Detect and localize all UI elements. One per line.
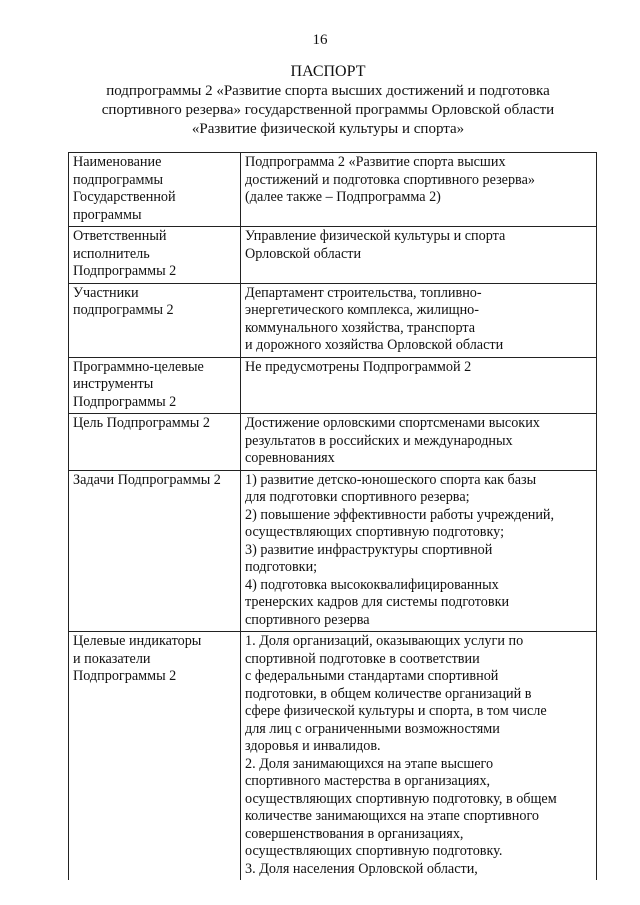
row-value-line: Достижение орловскими спортсменами высоких xyxy=(245,415,540,431)
row-label-line: Наименование xyxy=(73,154,162,170)
table-row xyxy=(69,470,597,632)
row-label-cell xyxy=(69,227,241,284)
row-label-line: Задачи Подпрограммы 2 xyxy=(73,471,221,488)
row-label-line: Ответственный xyxy=(73,228,167,244)
row-label-line: исполнитель xyxy=(73,245,150,262)
row-label-cell xyxy=(69,632,241,881)
row-label-line: и показатели xyxy=(73,650,151,667)
row-value-cell xyxy=(241,283,597,357)
row-value-line: энергетического комплекса, жилищно- xyxy=(245,302,479,318)
row-label-line: Подпрограммы 2 xyxy=(73,263,177,279)
table-row xyxy=(69,414,597,471)
row-value-line: Подпрограмма 2 «Развитие спорта высших xyxy=(245,154,506,170)
table-row xyxy=(69,227,597,284)
passport-table xyxy=(68,152,597,880)
row-value-line: 2. Доля занимающихся на этапе высшего xyxy=(245,755,494,772)
row-value-line: сфере физической культуры и спорта, в том числе xyxy=(245,703,547,719)
row-value-line: тренерских кадров для системы подготовки xyxy=(245,594,510,610)
row-label-line: подпрограммы xyxy=(73,171,163,188)
row-label-line: Подпрограммы 2 xyxy=(73,668,177,684)
row-label-cell xyxy=(69,357,241,414)
row-value-line: с федеральными стандартами спортивной xyxy=(245,668,499,684)
row-value-line: Департамент строительства, топливно- xyxy=(245,284,482,301)
row-label-line: Участники xyxy=(73,284,139,301)
row-value-line: осуществляющих спортивную подготовку. xyxy=(245,843,503,859)
row-value-line: подготовки, в общем количестве организаций в xyxy=(245,685,532,702)
row-value-line: спортивного резерва xyxy=(245,611,370,628)
row-value-line: осуществляющих спортивную подготовку; xyxy=(245,524,505,540)
row-value-line: количестве занимающихся на этапе спортивного xyxy=(245,808,540,824)
row-label-line: Целевые индикаторы xyxy=(73,633,202,649)
row-label-cell xyxy=(69,283,241,357)
row-value-line: спортивной подготовке в соответствии xyxy=(245,650,480,667)
row-label-line: инструменты xyxy=(73,376,154,392)
row-value-line: Управление физической культуры и спорта xyxy=(245,228,506,244)
row-label-line: Государственной xyxy=(73,189,176,205)
row-value-cell xyxy=(241,153,597,227)
row-label-cell xyxy=(69,470,241,632)
table-row xyxy=(69,283,597,357)
row-label-line: Подпрограммы 2 xyxy=(73,393,177,410)
heading-line-3: «Развитие физической культуры и спорта» xyxy=(191,121,465,137)
table-row xyxy=(69,632,597,881)
row-value-cell xyxy=(241,632,597,881)
table-row xyxy=(69,357,597,414)
row-value-line: совершенствования в организациях, xyxy=(245,825,464,842)
row-label-cell xyxy=(69,153,241,227)
table-row xyxy=(69,153,597,227)
row-value-line: Орловской области xyxy=(245,245,362,262)
row-label-line: Цель Подпрограммы 2 xyxy=(73,415,210,431)
document-heading xyxy=(60,62,596,139)
row-value-line: 2) повышение эффективности работы учреждений, xyxy=(245,506,555,523)
row-value-line: результатов в российских и международных xyxy=(245,432,513,449)
heading-line-2: спортивного резерва» государственной программы Орловской области xyxy=(101,102,555,118)
heading-line-1: подпрограммы 2 «Развитие спорта высших достижений и подготовка xyxy=(106,83,550,99)
row-value-line: и дорожного хозяйства Орловской области xyxy=(245,337,504,353)
row-value-line: для подготовки спортивного резерва; xyxy=(245,489,470,505)
passport-table-body xyxy=(69,153,597,881)
row-value-line: Не предусмотрены Подпрограммой 2 xyxy=(245,358,472,375)
row-value-line: 3) развитие инфраструктуры спортивной xyxy=(245,541,493,558)
row-value-line: 1. Доля организаций, оказывающих услуги по xyxy=(245,633,524,649)
page-number: 16 xyxy=(312,32,328,48)
row-value-line: 1) развитие детско-юношеского спорта как базы xyxy=(245,471,537,488)
row-label-line: программы xyxy=(73,206,142,223)
row-value-line: 3. Доля населения Орловской области, xyxy=(245,860,478,877)
row-value-line: подготовки; xyxy=(245,559,318,575)
row-label-line: подпрограммы 2 xyxy=(73,302,174,318)
row-value-line: достижений и подготовка спортивного резерва» xyxy=(245,171,535,188)
row-label-line: Программно-целевые xyxy=(73,358,204,375)
row-value-line: для лиц с ограниченными возможностями xyxy=(245,720,500,737)
row-value-cell xyxy=(241,227,597,284)
row-value-line: здоровья и инвалидов. xyxy=(245,738,381,754)
row-value-cell xyxy=(241,470,597,632)
passport-title: ПАСПОРТ xyxy=(290,63,366,80)
row-value-cell xyxy=(241,357,597,414)
row-value-line: спортивного мастерства в организациях, xyxy=(245,773,491,789)
row-value-line: осуществляющих спортивную подготовку, в общем xyxy=(245,790,557,807)
row-value-line: (далее также – Подпрограмма 2) xyxy=(245,189,441,205)
row-value-cell xyxy=(241,414,597,471)
row-value-line: коммунального хозяйства, транспорта xyxy=(245,319,476,336)
row-label-cell xyxy=(69,414,241,471)
row-value-line: соревнованиях xyxy=(245,450,335,466)
row-value-line: 4) подготовка высококвалифицированных xyxy=(245,576,499,593)
